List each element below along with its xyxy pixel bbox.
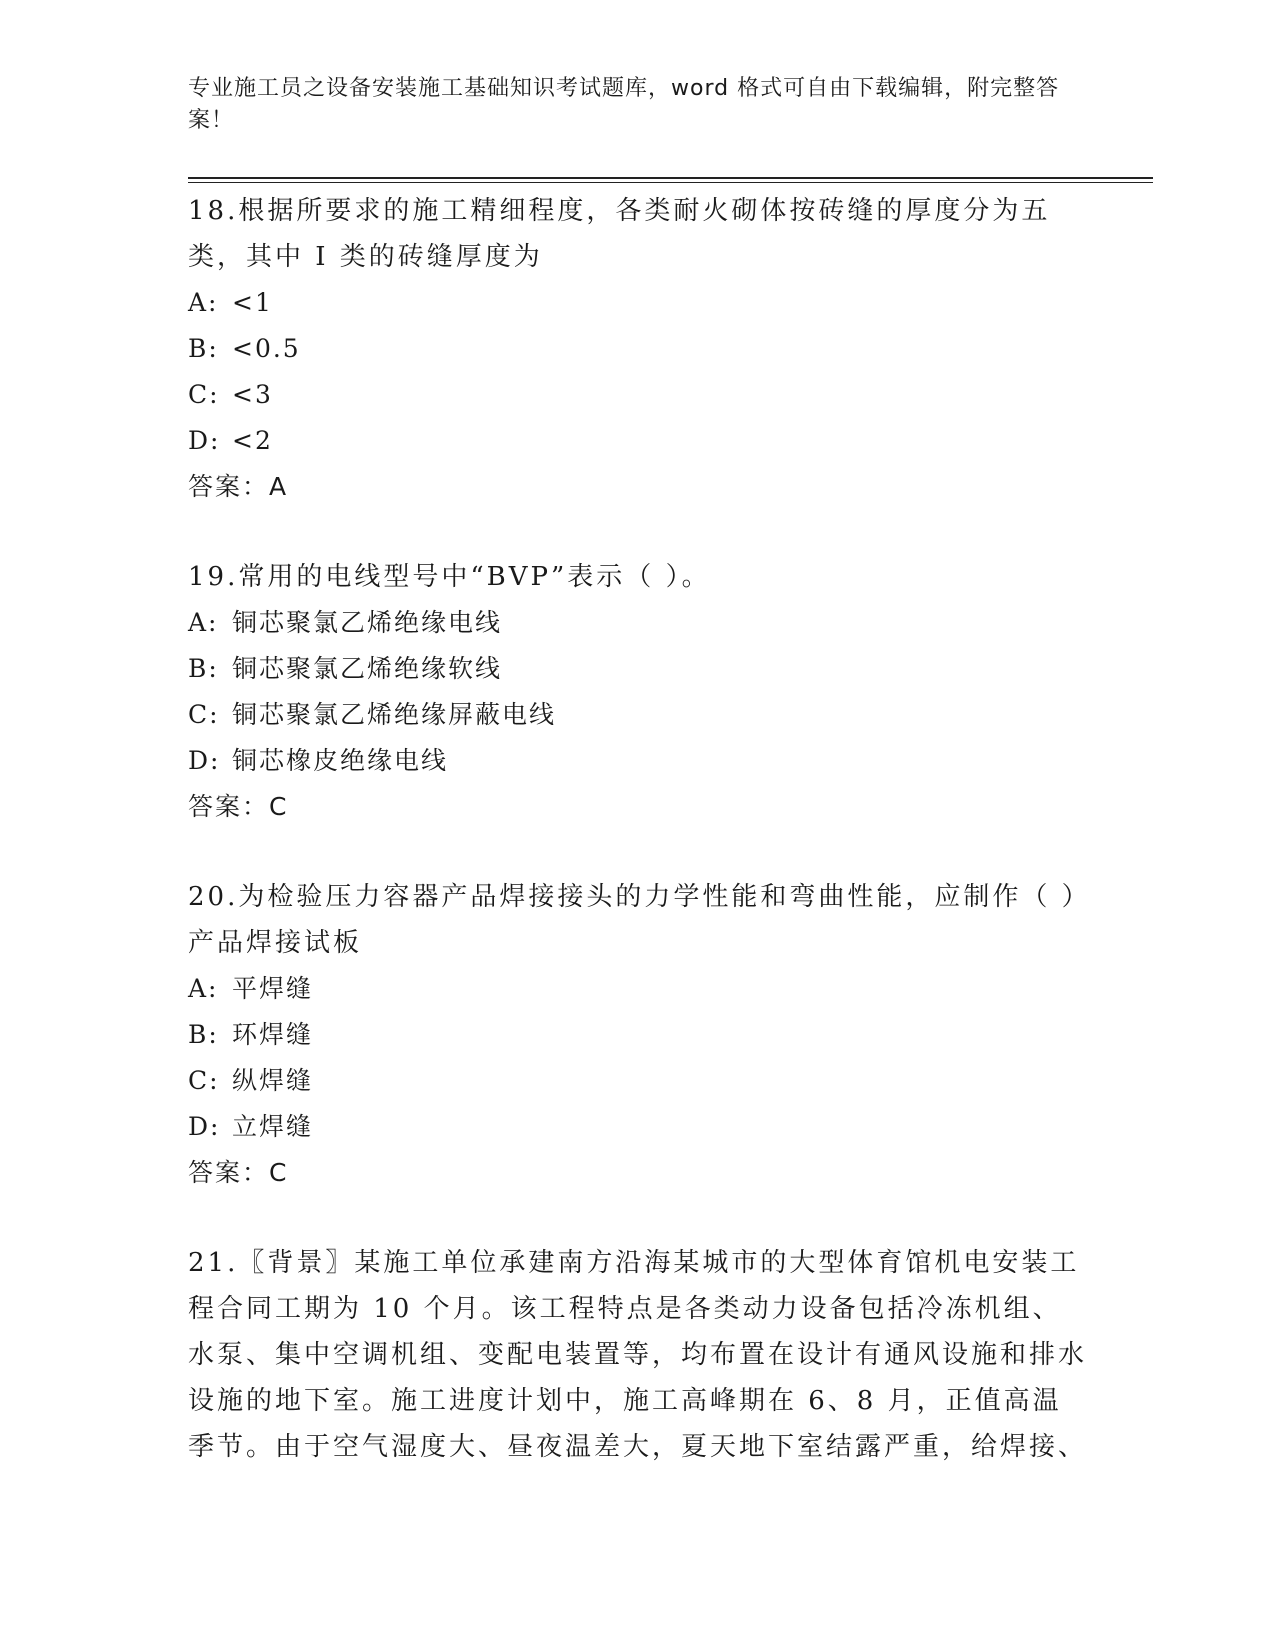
question-gap bbox=[188, 830, 1088, 874]
question-19 bbox=[188, 554, 1088, 830]
option-a bbox=[188, 966, 1088, 1012]
question-20 bbox=[188, 874, 1088, 1196]
option-text: <3 bbox=[232, 380, 273, 409]
option-text: 平焊缝 bbox=[232, 974, 314, 1003]
option-letter: B: bbox=[188, 334, 219, 363]
option-a bbox=[188, 600, 1088, 646]
option-letter: D: bbox=[188, 746, 221, 775]
option-b bbox=[188, 1012, 1088, 1058]
option-text: 环焊缝 bbox=[232, 1020, 314, 1049]
option-letter: C: bbox=[188, 380, 220, 409]
answer-line: 答案：C bbox=[188, 792, 289, 821]
option-letter: B: bbox=[188, 654, 219, 683]
option-c bbox=[188, 692, 1088, 738]
option-c bbox=[188, 372, 1088, 418]
question-18 bbox=[188, 188, 1088, 510]
option-c bbox=[188, 1058, 1088, 1104]
option-b bbox=[188, 326, 1088, 372]
option-letter: A: bbox=[188, 288, 219, 317]
option-text: 铜芯聚氯乙烯绝缘软线 bbox=[232, 654, 503, 683]
option-d bbox=[188, 738, 1088, 784]
question-stem: 20.为检验压力容器产品焊接接头的力学性能和弯曲性能，应制作（ ）产品焊接试板 bbox=[188, 882, 1078, 958]
question-stem: 19.常用的电线型号中“BVP”表示（ ）。 bbox=[188, 562, 711, 592]
header-rule-thin bbox=[188, 182, 1153, 183]
option-letter: A: bbox=[188, 608, 219, 637]
header-rule-thick bbox=[188, 177, 1153, 179]
option-text: <0.5 bbox=[232, 334, 301, 363]
option-letter: A: bbox=[188, 974, 219, 1003]
answer-line: 答案：A bbox=[188, 472, 289, 501]
document-header: 专业施工员之设备安装施工基础知识考试题库，word 格式可自由下载编辑，附完整答案！ bbox=[188, 76, 1060, 133]
option-letter: D: bbox=[188, 1112, 221, 1141]
question-gap bbox=[188, 510, 1088, 554]
option-text: <1 bbox=[232, 288, 273, 317]
option-letter: B: bbox=[188, 1020, 219, 1049]
option-text: 铜芯聚氯乙烯绝缘电线 bbox=[232, 608, 503, 637]
option-text: 铜芯聚氯乙烯绝缘屏蔽电线 bbox=[232, 700, 557, 729]
option-text: <2 bbox=[232, 426, 273, 455]
question-list bbox=[188, 188, 1088, 1470]
question-gap bbox=[188, 1196, 1088, 1240]
option-a bbox=[188, 280, 1088, 326]
option-letter: C: bbox=[188, 1066, 220, 1095]
option-b bbox=[188, 646, 1088, 692]
question-stem: 21.〖背景〗某施工单位承建南方沿海某城市的大型体育馆机电安装工程合同工期为 10 个月。该工程特点是各类动力设备包括冷冻机组、水泵、集中空调机组、变配电装置等，均布置在设计有通风设施和排水设施的地下室。施工进度计划中，施工高峰期在 6、8 月，正值高温季节。由于空气湿度大、昼夜温差大，夏天地下室结露严重，给焊接、 bbox=[188, 1248, 1088, 1462]
option-text: 立焊缝 bbox=[232, 1112, 314, 1141]
option-text: 铜芯橡皮绝缘电线 bbox=[232, 746, 449, 775]
option-letter: C: bbox=[188, 700, 220, 729]
question-stem: 18.根据所要求的施工精细程度，各类耐火砌体按砖缝的厚度分为五类，其中 I 类的砖缝厚度为 bbox=[188, 196, 1051, 272]
option-text: 纵焊缝 bbox=[232, 1066, 314, 1095]
option-letter: D: bbox=[188, 426, 221, 455]
option-d bbox=[188, 1104, 1088, 1150]
question-21 bbox=[188, 1240, 1088, 1470]
option-d bbox=[188, 418, 1088, 464]
answer-line: 答案：C bbox=[188, 1158, 289, 1187]
